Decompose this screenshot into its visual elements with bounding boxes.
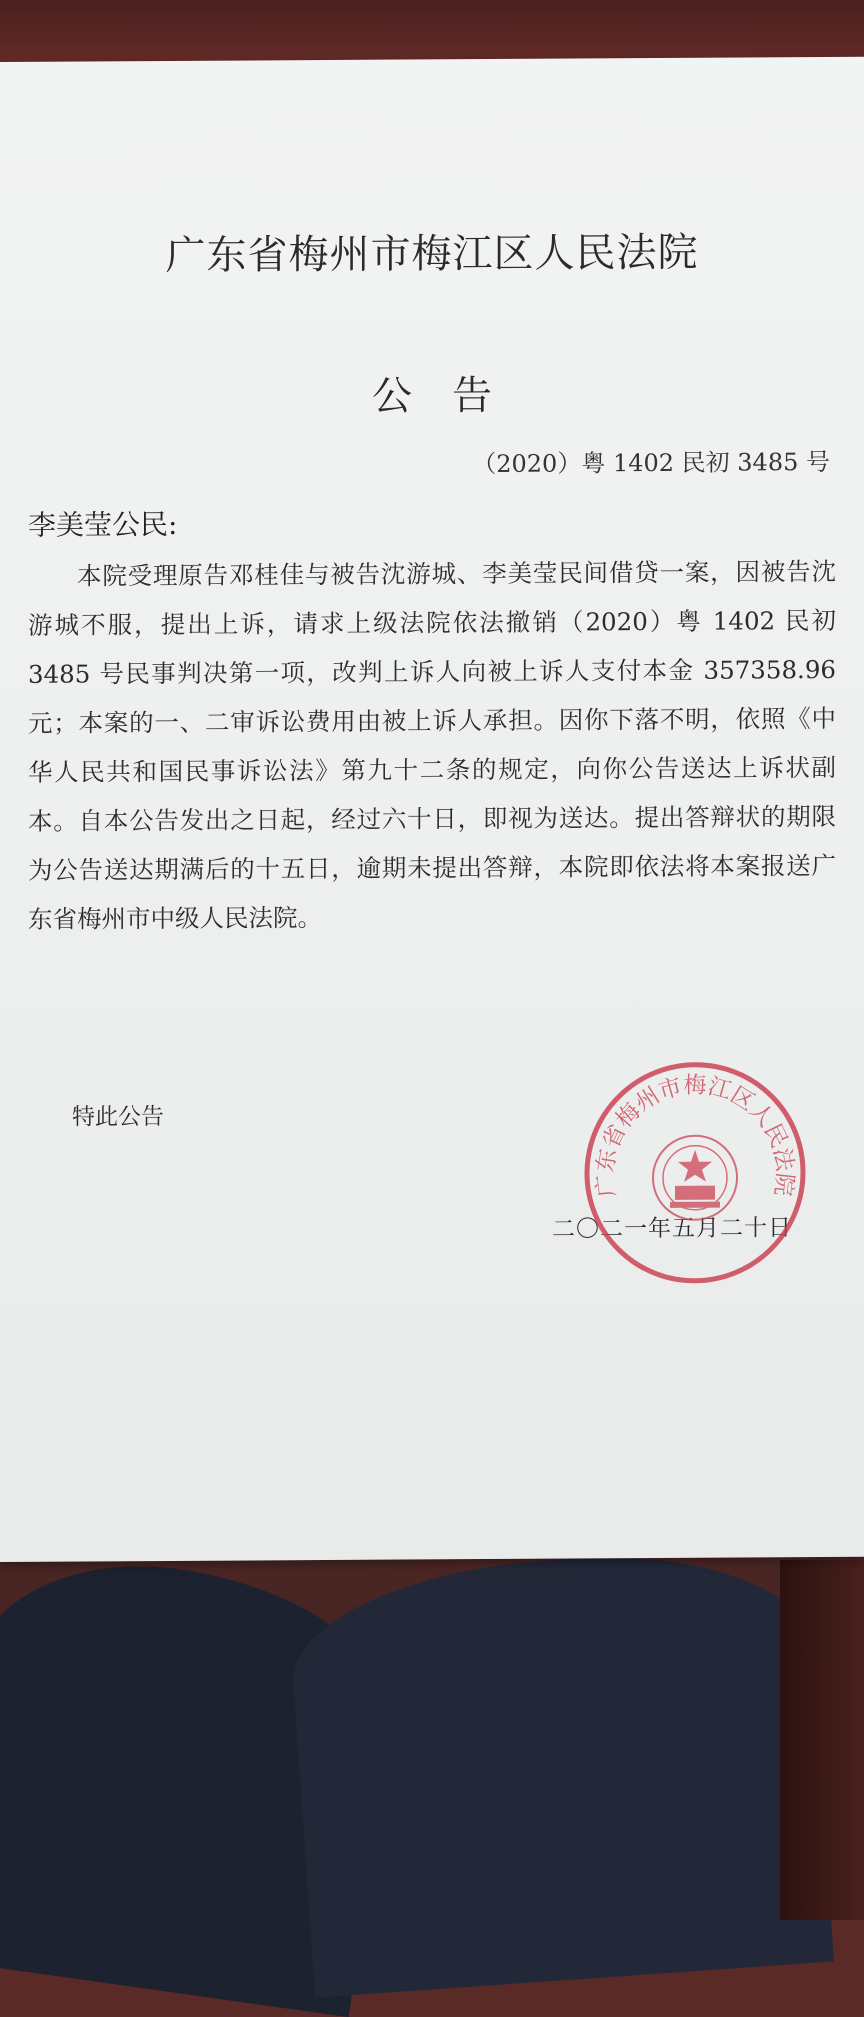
seal-text: 广东省梅州市梅江区人民法院 <box>592 1072 798 1199</box>
document-type: 公告 <box>372 372 532 420</box>
court-title: 广东省梅州市梅江区人民法院 <box>165 229 699 279</box>
notice-body: 本院受理原告邓桂佳与被告沈游城、李美莹民间借贷一案，因被告沈游城不服，提出上诉，请求上级法院依法撤销（2020）粤 1402 民初 3485 号民事判决第一项，改判上诉人向被上诉人支付本金 357358.96 元；本案的一、二审诉讼费用由被上诉人承担。因你下落不明，依照《中华人民共和国民事诉讼法》第九十二条的规定，向你公告送达上诉状副本。自本公告发出之日起，经过六十日，即视为送达。提出答辩状的期限为公告送达期满后的十五日，逾期未提出答辩，本院即依法将本案报送广东省梅州市中级人民法院。 <box>28 556 836 934</box>
clothing-right <box>286 1542 834 1997</box>
closing-phrase: 特此公告 <box>72 1103 164 1131</box>
issue-date: 二〇二一年五月二十日 <box>552 1215 792 1243</box>
notice-paper <box>0 57 864 1562</box>
case-number: （2020）粤 1402 民初 3485 号 <box>472 447 830 479</box>
national-emblem-icon <box>653 1135 737 1220</box>
chair-edge <box>780 1560 864 1920</box>
court-seal <box>580 1057 810 1288</box>
addressee: 李美莹公民: <box>28 507 178 542</box>
